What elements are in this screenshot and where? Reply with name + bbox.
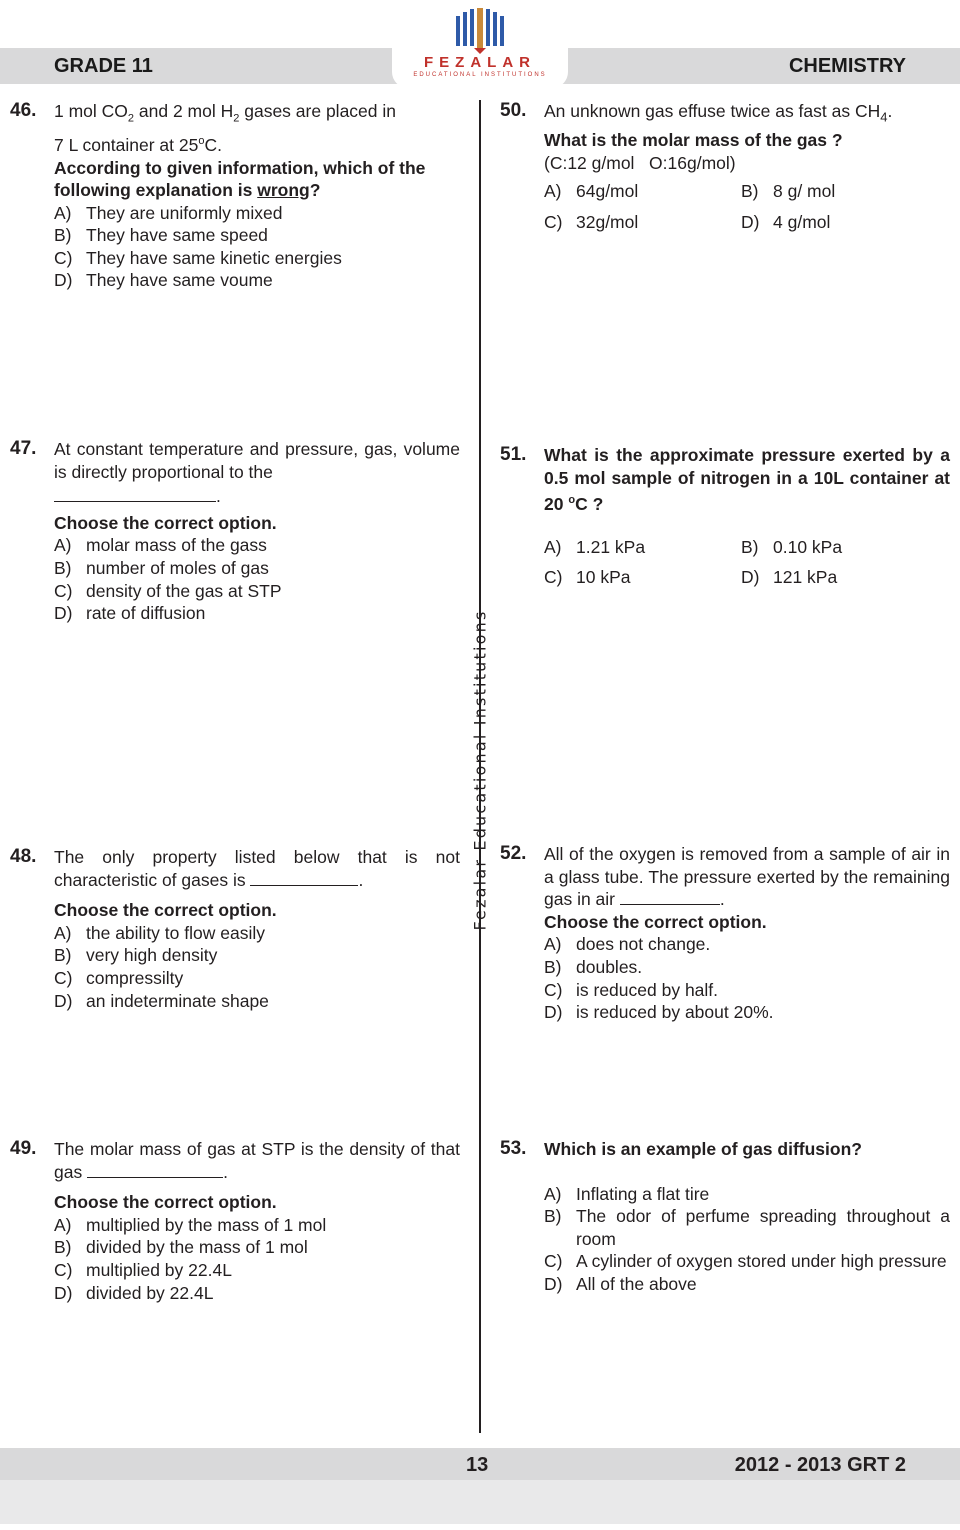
option-a[interactable]: A) 1.21 kPa <box>544 536 646 557</box>
question-text: The molar mass of gas at STP is the density of that gas . <box>54 1139 460 1182</box>
option-c[interactable]: C) 32g/mol <box>544 211 639 232</box>
option-c[interactable]: C) is reduced by half. <box>544 979 719 1000</box>
given-values: (C:12 g/mol O:16g/mol) <box>544 152 736 173</box>
logo-wordmark: FEZALAR <box>424 54 536 71</box>
question-text: Which is an example of gas diffusion? <box>544 1139 862 1159</box>
option-d[interactable]: D) divided by 22.4L <box>54 1282 214 1303</box>
option-b[interactable]: B) number of moles of gas <box>54 557 269 578</box>
question-text-end: . <box>54 485 460 508</box>
options-grid <box>544 536 950 589</box>
question-47 <box>10 438 460 625</box>
option-b[interactable]: B) The odor of perfume spreading throughout a room <box>544 1206 950 1249</box>
edition-label: 2012 - 2013 GRT 2 <box>734 1454 906 1476</box>
option-c[interactable]: C) 10 kPa <box>544 567 631 588</box>
option-a[interactable]: A) They are uniformly mixed <box>54 202 283 223</box>
answer-blank <box>54 485 216 502</box>
side-label: Fezalar Educational Institutions <box>470 609 490 931</box>
question-number: 46. <box>10 100 37 121</box>
question-48 <box>10 846 460 1012</box>
option-a[interactable]: A) does not change. <box>544 934 711 955</box>
question-number: 50. <box>500 100 527 121</box>
question-text: 1 mol $CO_2$ and 2 mol $H_2$ gases are placed in <box>54 101 397 125</box>
question-50 <box>500 100 950 233</box>
option-a[interactable]: A) Inflating a flat tire <box>544 1183 710 1204</box>
question-number: 51. <box>500 444 527 465</box>
question-49 <box>10 1138 460 1304</box>
option-a[interactable]: A) multiplied by the mass of 1 mol <box>54 1214 327 1235</box>
footer-bottom-band <box>0 1480 960 1524</box>
option-b[interactable]: B) 0.10 kPa <box>741 536 843 557</box>
option-b[interactable]: B) doubles. <box>544 956 643 977</box>
question-number: 52. <box>500 843 527 864</box>
answer-blank <box>620 888 720 905</box>
option-b[interactable]: B) 8 g/ mol <box>741 181 836 202</box>
question-number: 53. <box>500 1138 527 1159</box>
option-d[interactable]: D) They have same voume <box>54 270 273 291</box>
question-instruction: Choose the correct option. <box>54 900 277 921</box>
question-text: An unknown gas effuse twice as fast as $CH_4$. <box>544 101 893 125</box>
option-c[interactable]: C) multiplied by 22.4L <box>54 1259 232 1280</box>
answer-blank <box>250 869 358 886</box>
question-number: 48. <box>10 846 37 867</box>
option-a[interactable]: A) molar mass of the gass <box>54 535 267 556</box>
question-46 <box>10 100 460 292</box>
option-c[interactable]: C) They have same kinetic energies <box>54 247 342 268</box>
question-number: 47. <box>10 438 37 459</box>
question-52 <box>500 843 950 1024</box>
question-text: What is the approximate pressure exerted by a 0.5 mol sample of nitrogen in a 10L container at 20 $^o$C ? <box>544 445 950 515</box>
answer-blank <box>87 1161 223 1178</box>
option-d[interactable]: D) rate of diffusion <box>54 603 206 624</box>
question-instruction: What is the molar mass of the gas ? <box>544 130 843 151</box>
option-c[interactable]: C) density of the gas at STP <box>54 580 282 601</box>
logo-subtext: EDUCATIONAL INSTITUTIONS <box>413 72 547 78</box>
option-d[interactable]: D) an indeterminate shape <box>54 990 269 1011</box>
question-instruction: According to given information, which of the following explanation is wrong? <box>54 157 426 201</box>
question-number: 49. <box>10 1138 37 1159</box>
option-a[interactable]: A) 64g/mol <box>544 181 639 202</box>
grade-label: GRADE 11 <box>54 55 153 77</box>
option-d[interactable]: D) All of the above <box>544 1273 697 1294</box>
subject-label: CHEMISTRY <box>788 55 906 77</box>
option-d[interactable]: D) is reduced by about 20%. <box>544 1002 774 1023</box>
options-grid <box>544 180 950 233</box>
option-a[interactable]: A) the ability to flow easily <box>54 922 265 943</box>
option-b[interactable]: B) divided by the mass of 1 mol <box>54 1237 308 1258</box>
option-c[interactable]: C) compressilty <box>54 967 184 988</box>
option-d[interactable]: D) 121 kPa <box>741 567 838 588</box>
option-d[interactable]: D) 4 g/mol <box>741 211 831 232</box>
question-instruction: Choose the correct option. <box>54 512 277 533</box>
question-text: 7 L container at 25$^o$C. <box>54 134 222 155</box>
option-b[interactable]: B) very high density <box>54 945 218 966</box>
page-number: 13 <box>466 1454 489 1476</box>
question-text: At constant temperature and pressure, gas, volume is directly proportional to the <box>54 439 460 482</box>
question-53 <box>500 1138 950 1296</box>
option-c[interactable]: C) A cylinder of oxygen stored under high pressure <box>544 1251 947 1272</box>
fezalar-logo <box>392 2 568 88</box>
question-instruction: Choose the correct option. <box>54 1192 277 1213</box>
question-instruction: Choose the correct option. <box>544 911 767 932</box>
question-text: The only property listed below that is not characteristic of gases is . <box>54 847 460 890</box>
option-b[interactable]: B) They have same speed <box>54 225 268 246</box>
question-text: All of the oxygen is removed from a sample of air in a glass tube. The pressure exerted by the remaining gas in air . <box>544 844 950 910</box>
question-51 <box>500 444 950 589</box>
logo-emblem-icon <box>450 8 510 54</box>
